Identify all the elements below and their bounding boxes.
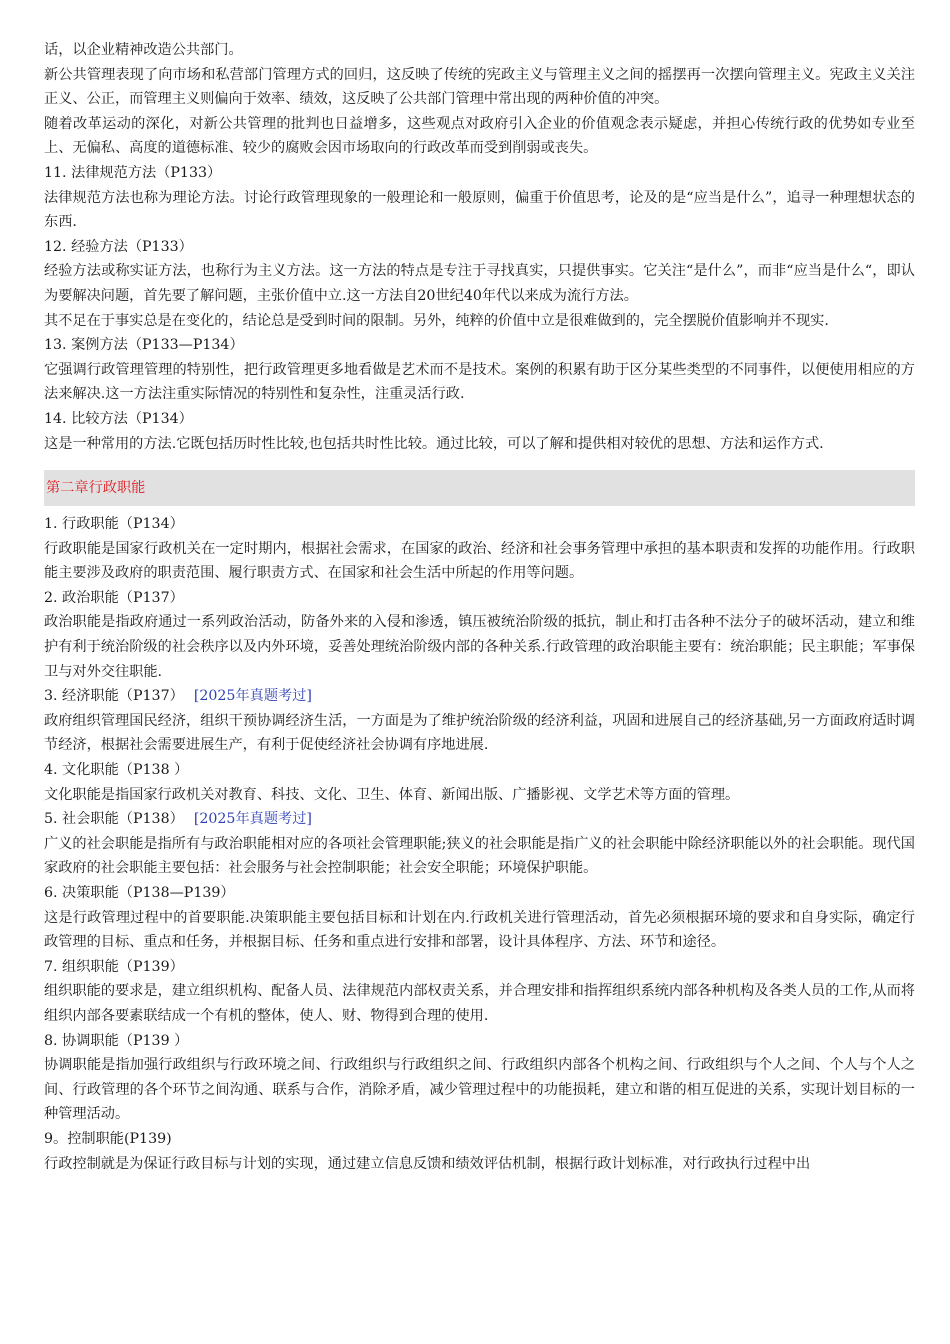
chapter-title: 第二章行政职能 <box>46 480 146 497</box>
paragraph: 这是一种常用的方法.它既包括历时性比较,也包括共时性比较。通过比较，可以了解和提供相对较优的思想、方法和运作方式. <box>44 435 824 452</box>
section-heading: 12. 经验方法（P133） <box>44 238 193 255</box>
paragraph: 新公共管理表现了向市场和私营部门管理方式的回归，这反映了传统的宪政主义与管理主义之间的摇摆再一次摆向管理主义。宪政主义关注正义、公正，而管理主义则偏向于效率、绩效，这反映了公共部门管理中常出现的两种价值的冲突。 <box>44 66 915 108</box>
section-heading: 1. 行政职能（P134） <box>44 516 184 533</box>
heading-text: 3. 经济职能（P137） <box>44 688 184 705</box>
section-heading: 13. 案例方法（P133—P134） <box>44 337 244 354</box>
paragraph: 行政控制就是为保证行政目标与计划的实现，通过建立信息反馈和绩效评估机制，根据行政计划标准，对行政执行过程中出 <box>44 1155 811 1172</box>
section-heading: 9。控制职能(P139) <box>44 1130 172 1147</box>
section-heading: 11. 法律规范方法（P133） <box>44 164 222 181</box>
paragraph: 政府组织管理国民经济，组织干预协调经济生活，一方面是为了维护统治阶级的经济利益，巩固和进展自己的经济基础,另一方面政府适时调节经济，根据社会需要进展生产，有利于促使经济社会协调有序地进展. <box>44 712 915 754</box>
section-heading: 6. 决策职能（P138—P139） <box>44 885 235 901</box>
chapter-title-bar <box>44 470 915 506</box>
section-heading: 14. 比较方法（P134） <box>44 410 193 427</box>
paragraph: 协调职能是指加强行政组织与行政环境之间、行政组织与行政组织之间、行政组织内部各个机构之间、行政组织与个人之间、个人与个人之间、行政管理的各个环节之间沟通、联系与合作，消除矛盾，减少管理过程中的功能损耗，建立和谐的相互促进的关系，实现计划目标的一种管理活动。 <box>44 1057 915 1123</box>
paragraph: 其不足在于事实总是在变化的，结论总是受到时间的限制。另外，纯粹的价值中立是很难做到的，完全摆脱价值影响并不现实. <box>44 312 829 329</box>
paragraph: 政治职能是指政府通过一系列政治活动，防备外来的入侵和渗透，镇压被统治阶级的抵抗，制止和打击各种不法分子的破坏活动，建立和维护有利于统治阶级的社会秩序以及内外环境，妥善处理统治阶级内部的各种关系.行政管理的政治职能主要有：统治职能；民主职能；军事保卫与对外交往职能. <box>44 614 915 680</box>
document-page <box>44 38 915 1176</box>
exam-tag: [2025年真题考过] <box>193 688 312 705</box>
paragraph: 这是行政管理过程中的首要职能.决策职能主要包括目标和计划在内.行政机关进行管理活动，首先必须根据环境的要求和自身实际，确定行政管理的目标、重点和任务，并根据目标、任务和重点进行安排和部署，设计具体程序、方法、环节和途径。 <box>44 909 915 951</box>
chapter-section <box>44 512 915 1176</box>
paragraph: 组织职能的要求是，建立组织机构、配备人员、法律规范内部权责关系，并合理安排和指挥组织系统内部各种机构及各类人员的工作,从而将组织内部各要素联结成一个有机的整体，使人、财、物得到合理的使用. <box>44 983 915 1024</box>
section-heading: 8. 协调职能（P139 ） <box>44 1032 189 1049</box>
heading-text: 5. 社会职能（P138） <box>44 811 184 828</box>
paragraph: 经验方法或称实证方法，也称行为主义方法。这一方法的特点是专注于寻找真实，只提供事实。它关注“是什么”，而非“应当是什么“，即认为要解决问题，首先要了解问题，主张价值中立.这一方法自20世纪40年代以来成为流行方法。 <box>44 263 915 304</box>
paragraph: 行政职能是国家行政机关在一定时期内，根据社会需求，在国家的政治、经济和社会事务管理中承担的基本职责和发挥的功能作用。行政职能主要涉及政府的职责范围、履行职责方式、在国家和社会生活中所起的作用等问题。 <box>44 540 915 582</box>
paragraph: 话，以企业精神改造公共部门。 <box>44 42 243 58</box>
section-heading <box>44 807 915 832</box>
section-heading: 4. 文化职能（P138 ） <box>44 762 189 779</box>
section-heading <box>44 684 915 709</box>
section-heading: 7. 组织职能（P139） <box>44 958 184 975</box>
paragraph: 它强调行政管理管理的特别性，把行政管理更多地看做是艺术而不是技术。案例的积累有助于区分某些类型的不同事件，以便使用相应的方法来解决.这一方法注重实际情况的特别性和复杂性，注重灵活行政. <box>44 361 915 403</box>
paragraph: 文化职能是指国家行政机关对教育、科技、文化、卫生、体育、新闻出版、广播影视、文学艺术等方面的管理。 <box>44 786 740 803</box>
paragraph: 法律规范方法也称为理论方法。讨论行政管理现象的一般理论和一般原则，偏重于价值思考，论及的是“应当是什么”，追寻一种理想状态的东西. <box>44 189 915 231</box>
section-heading: 2. 政治职能（P137） <box>44 589 184 606</box>
top-section <box>44 38 915 456</box>
paragraph: 广义的社会职能是指所有与政治职能相对应的各项社会管理职能;狭义的社会职能是指广义的社会职能中除经济职能以外的社会职能。现代国家政府的社会职能主要包括：社会服务与社会控制职能；社会安全职能；环境保护职能。 <box>44 835 915 877</box>
paragraph: 随着改革运动的深化，对新公共管理的批判也日益增多，这些观点对政府引入企业的价值观念表示疑虑，并担心传统行政的优势如专业至上、无偏私、高度的道德标准、较少的腐败会因市场取向的行政改革而受到削弱或丧失。 <box>44 115 915 157</box>
exam-tag: [2025年真题考过] <box>193 811 312 828</box>
